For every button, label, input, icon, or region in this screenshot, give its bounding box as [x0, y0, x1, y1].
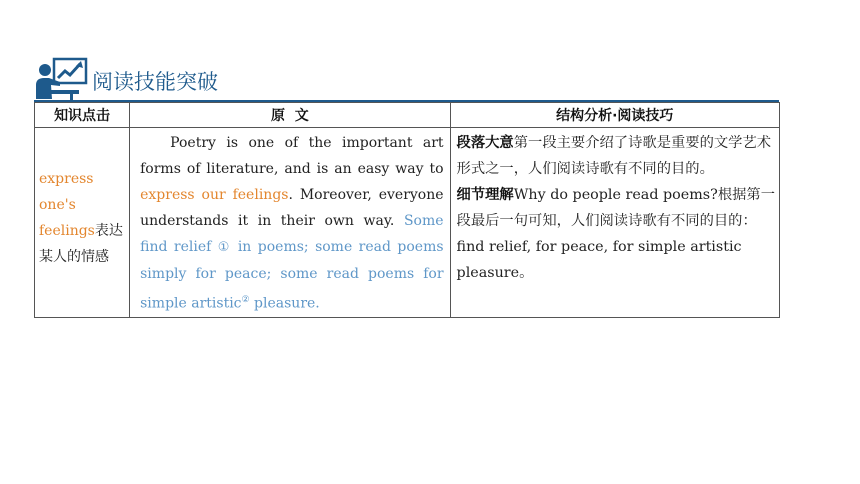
analysis-end: 。: [519, 265, 534, 281]
keyword-en-2: one's: [39, 197, 76, 213]
analysis-label-main-idea: 段落大意: [456, 135, 514, 151]
col-header-analysis: 结构分析·阅读技巧: [450, 103, 779, 128]
blue-phrase-2: in poems; some read poems simply for peace; some read poems for simple artistic: [140, 239, 444, 312]
col-header-knowledge: 知识点击: [35, 103, 130, 128]
section-header: [34, 57, 218, 101]
keyword-en-3: feelings: [39, 223, 95, 239]
blue-phrase-3: pleasure.: [249, 295, 320, 312]
keyword-en-1: express: [39, 171, 94, 187]
highlight-express-feelings: express our feelings: [140, 187, 289, 203]
original-sentence-1: Poetry is one of the important art forms of literature, and is an easy way to: [140, 135, 444, 177]
analysis-question: Why do people read poems?: [513, 187, 718, 203]
reading-table: [34, 102, 780, 318]
analysis-label-detail: 细节理解: [456, 187, 514, 203]
footnote-marker-2: ②: [241, 295, 250, 305]
original-text-cell: [130, 128, 450, 318]
blue-phrase-1: Some find relief: [140, 213, 444, 255]
analysis-cell: [450, 128, 779, 318]
original-sentence-2: . Moreover, everyone understands it in their own way.: [140, 187, 444, 229]
analysis-text-detail: 根据第一段最后一句可知，人们阅读诗歌有不同的目的：: [456, 187, 775, 229]
presentation-chart-icon: [34, 57, 88, 101]
col-header-original: 原 文: [130, 103, 450, 128]
table-row: [35, 128, 780, 318]
footnote-marker-1: ①: [217, 240, 232, 255]
analysis-text-main-idea: 第一段主要介绍了诗歌是重要的文学艺术形式之一，人们阅读诗歌有不同的目的。: [456, 135, 772, 177]
analysis-answer: find relief, for peace, for simple artistic pleasure: [456, 239, 742, 281]
section-title: 阅读技能突破: [92, 70, 218, 94]
keyword-cn: 表达某人的情感: [39, 223, 123, 265]
table-header-row: [35, 103, 780, 128]
keyword-cell: [35, 128, 130, 318]
